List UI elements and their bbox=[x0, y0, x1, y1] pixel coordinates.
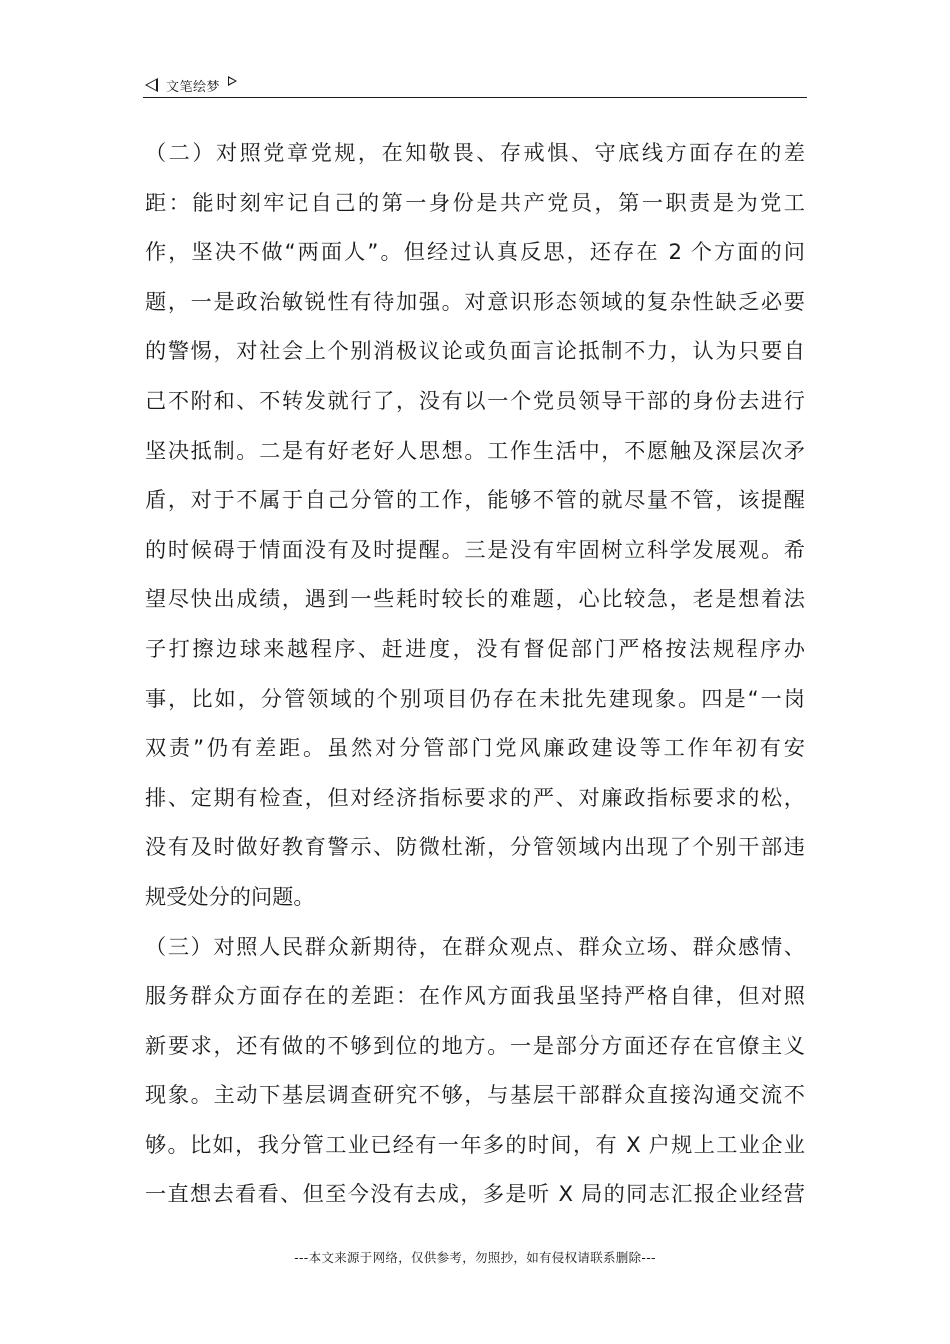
header-title: 文笔绘梦 bbox=[166, 79, 221, 95]
text-line: 双责”仍有差距。虽然对分管部门党风廉政建设等工作年初有安 bbox=[145, 735, 805, 761]
triangle-left-icon bbox=[145, 78, 158, 92]
text-line: 的警惕，对社会上个别消极议论或负面言论抵制不力，认为只要自 bbox=[145, 338, 805, 364]
text-line: 坚决抵制。二是有好老好人思想。工作生活中，不愿触及深层次矛 bbox=[145, 437, 805, 463]
text-line: 盾，对于不属于自己分管的工作，能够不管的就尽量不管，该提醒 bbox=[145, 487, 805, 513]
document-body bbox=[145, 128, 805, 1219]
text-line: 服务群众方面存在的差距：在作风方面我虽坚持严格自律，但对照 bbox=[145, 983, 805, 1009]
text-line: 新要求，还有做的不够到位的地方。一是部分方面还存在官僚主义 bbox=[145, 1032, 805, 1058]
page-header bbox=[145, 74, 237, 96]
text-line: 够。比如，我分管工业已经有一年多的时间，有 X 户规上工业企业 bbox=[145, 1131, 805, 1157]
text-line: 排、定期有检查，但对经济指标要求的严、对廉政指标要求的松， bbox=[145, 784, 805, 810]
text-line: （二）对照党章党规，在知敬畏、存戒惧、守底线方面存在的差 bbox=[145, 140, 805, 165]
text-line: 规受处分的问题。 bbox=[145, 883, 315, 909]
disclaimer-footer: ---本文来源于网络，仅供参考，勿照抄，如有侵权请联系删除--- bbox=[294, 1250, 656, 1265]
text-line: 事，比如，分管领域的个别项目仍存在未批先建现象。四是“一岗 bbox=[145, 685, 805, 711]
text-line: 距：能时刻牢记自己的第一身份是共产党员，第一职责是为党工 bbox=[145, 189, 805, 215]
triangle-right-icon bbox=[228, 76, 237, 86]
text-line: （三）对照人民群众新期待，在群众观点、群众立场、群众感情、 bbox=[145, 933, 805, 959]
text-line: 现象。主动下基层调查研究不够，与基层干部群众直接沟通交流不 bbox=[145, 1082, 805, 1108]
text-line: 一直想去看看、但至今没有去成，多是听 X 局的同志汇报企业经营 bbox=[145, 1181, 805, 1207]
header-divider bbox=[143, 97, 807, 98]
text-line: 子打擦边球来越程序、赶进度，没有督促部门严格按法规程序办 bbox=[145, 635, 805, 661]
text-line: 没有及时做好教育警示、防微杜渐，分管领域内出现了个别干部违 bbox=[145, 834, 805, 860]
text-line: 题，一是政治敏锐性有待加强。对意识形态领域的复杂性缺乏必要 bbox=[145, 288, 805, 314]
text-line: 望尽快出成绩，遇到一些耗时较长的难题，心比较急，老是想着法 bbox=[145, 586, 805, 612]
text-line: 作，坚决不做“两面人”。但经过认真反思，还存在 2 个方面的问 bbox=[145, 239, 805, 265]
text-line: 己不附和、不转发就行了，没有以一个党员领导干部的身份去进行 bbox=[145, 387, 805, 413]
text-line: 的时候碍于情面没有及时提醒。三是没有牢固树立科学发展观。希 bbox=[145, 536, 805, 562]
